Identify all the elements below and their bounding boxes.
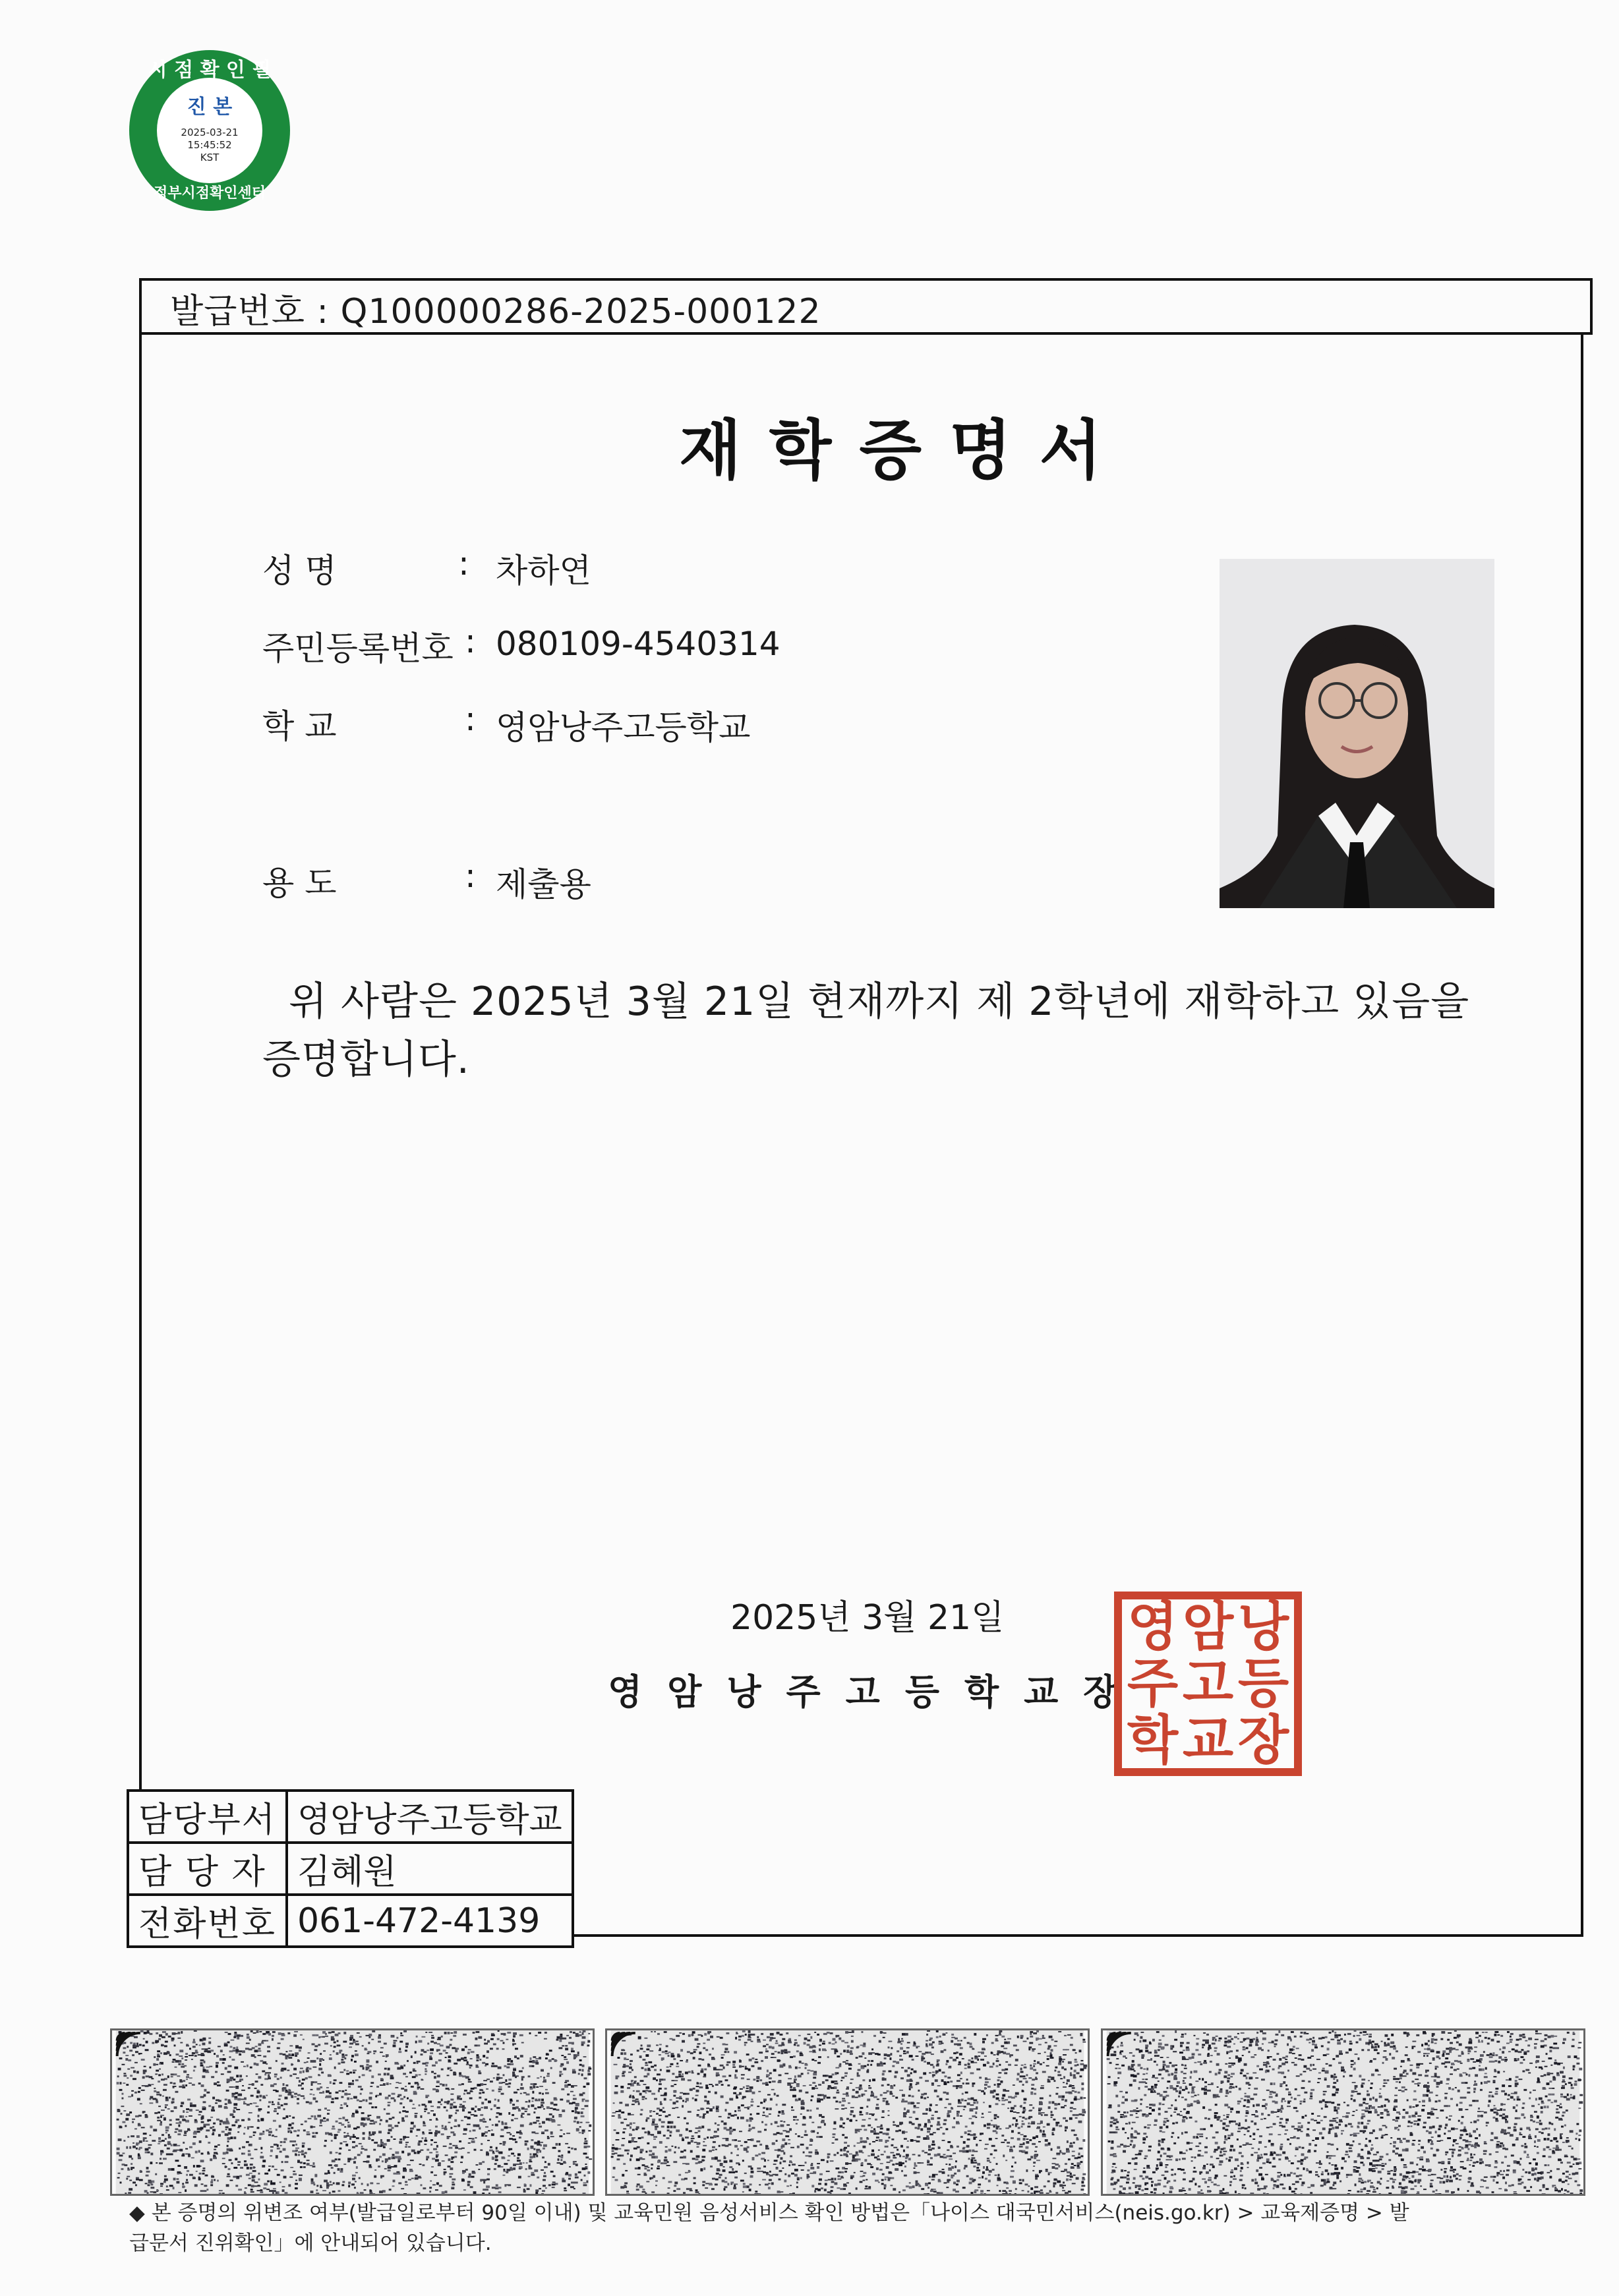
notice-line1: ◆ 본 증명의 위변조 여부(발급일로부터 90일 이내) 및 교육민원 음성서비스 확인 방법은「나이스 대국민서비스(neis.go.kr) > 교육제증명 > 발 [129,2201,1409,2225]
person-value: 김혜원 [287,1843,573,1895]
certificate-statement-line2: 증명합니다. [262,1037,470,1083]
seal-date: 2025-03-21 [181,127,239,138]
verification-seal-icon [125,46,294,215]
contact-table [127,1789,574,1948]
stamp-char: 장 [1237,1709,1289,1771]
stamp-char: 영 [1127,1596,1179,1657]
issue-number-label: 발급번호 [170,292,305,331]
issue-number: 발급번호 : Q100000286-2025-000122 [170,292,821,331]
phone-label: 전화번호 [128,1895,287,1947]
dept-label: 담당부서 [128,1791,287,1843]
stamp-char: 암 [1182,1596,1234,1657]
principal-title: 영암낭주고등학교장 [608,1671,1143,1713]
school-official-stamp [1114,1592,1302,1776]
school-value: 영암낭주고등학교 [496,708,751,747]
contact-row-dept [128,1791,573,1843]
rrn-value: 080109-4540314 [496,625,780,663]
seal-timezone: KST [200,152,220,163]
contact-row-phone [128,1895,573,1947]
stamp-char: 학 [1127,1709,1179,1771]
name-value: 차하연 [496,552,591,590]
seal-time: 15:45:52 [187,139,232,151]
phone-value: 061-472-4139 [287,1895,573,1947]
stamp-char: 등 [1237,1653,1289,1714]
student-photo [1220,559,1494,908]
issue-number-value: Q100000286-2025-000122 [340,292,821,331]
rrn-label: 주민등록번호 [262,629,454,668]
school-label: 학 교 [262,707,337,745]
dept-value: 영암낭주고등학교 [287,1791,573,1843]
seal-top-text: 시 점 확 인 필 [148,59,272,82]
document-title: 재학증명서 [679,413,1130,488]
seal-middle-text: 진 본 [187,96,233,119]
security-barcode-1 [110,2028,595,2196]
security-barcode-2 [605,2028,1090,2196]
certificate-statement-line1: 위 사람은 2025년 3월 21일 현재까지 제 2학년에 재학하고 있음을 [289,979,1470,1025]
stamp-char: 낭 [1237,1596,1289,1657]
name-label: 성 명 [262,552,337,590]
contact-row-person [128,1843,573,1895]
stamp-char: 주 [1127,1653,1179,1714]
issued-date: 2025년 3월 21일 [730,1598,1005,1638]
notice-line2: 급문서 진위확인」에 안내되어 있습니다. [129,2231,492,2255]
purpose-value: 제출용 [496,865,591,904]
seal-bottom-text: 정부시점확인센터 [153,185,266,202]
verification-notice [129,2198,1553,2258]
person-label: 담 당 자 [128,1843,287,1895]
purpose-label: 용 도 [262,864,337,902]
stamp-char: 교 [1182,1709,1234,1771]
security-barcode-3 [1101,2028,1585,2196]
stamp-char: 고 [1182,1653,1234,1714]
